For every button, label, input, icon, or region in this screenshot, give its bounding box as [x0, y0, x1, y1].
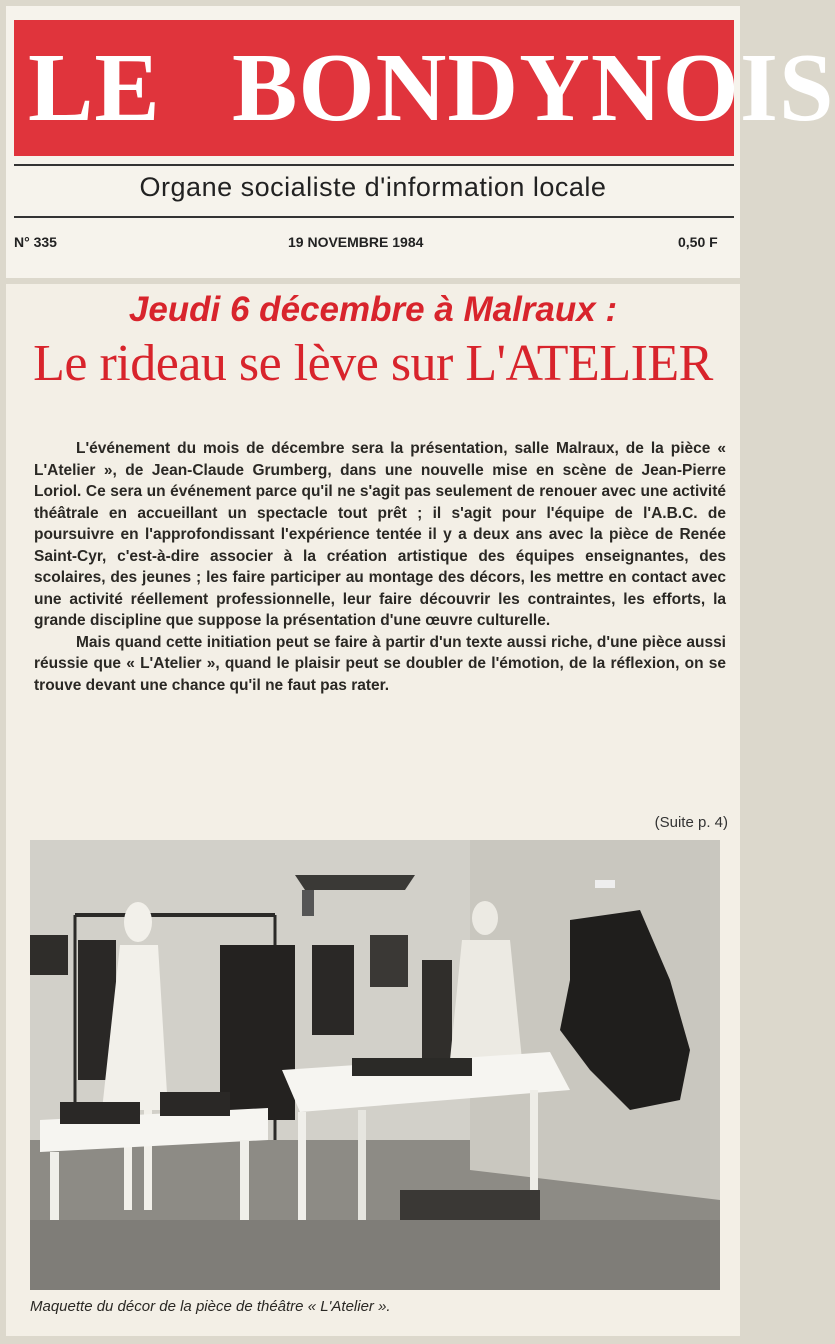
stage-set-illustration [30, 840, 720, 1290]
bottom-rule [14, 216, 734, 218]
newspaper-title-banner [14, 20, 835, 156]
article-kicker: Jeudi 6 décembre à Malraux : [128, 290, 618, 329]
issue-price: 0,50 F [678, 234, 718, 250]
issue-date: 19 NOVEMBRE 1984 [288, 234, 424, 250]
photo-caption: Maquette du décor de la pièce de théâtre « L'Atelier ». [30, 1298, 391, 1315]
continuation-note: (Suite p. 4) [654, 814, 728, 831]
issue-number: N° 335 [14, 234, 57, 250]
masthead-subtitle: Organe socialiste d'information locale [139, 172, 607, 202]
stage-set-photo [30, 840, 720, 1290]
article-paragraph: L'événement du mois de décembre sera la présentation, salle Malraux, de la pièce « L'Atelier », de Jean-Claude Grumberg, dans une nouvelle mise en scène de Jean-Pierre Loriol. Ce sera un événement parce qu'il ne s'agit pas seulement de renouer avec une activité théâtrale en accueillant un spectacle tout prêt ; il s'agit pour l'équipe de l'A.B.C. de poursuivre en l'approfondissant l'expérience tentée il y a deux ans avec la pièce de Renée Saint-Cyr, c'est-à-dire associer à la création artistique des équipes enseignantes, des scolaires, des jeunes ; les faire participer au montage des décors, les mettre en contact avec une activité réellement professionnelle, leur faire découvrir les contraintes, les efforts, la grande discipline que suppose la présentation d'une œuvre culturelle. [34, 440, 726, 629]
article-body [34, 438, 726, 696]
title-name: BONDYNOIS [232, 34, 835, 142]
masthead [6, 6, 835, 278]
top-rule [14, 164, 734, 166]
title-le: LE [28, 34, 161, 142]
article-headline: Le rideau se lève sur L'ATELIER [33, 335, 713, 392]
article-paragraph: Mais quand cette initiation peut se faire à partir d'un texte aussi riche, d'une pièce aussi réussie que « L'Atelier », quand le plaisir peut se doubler de l'émotion, de la réflexion, on se trouve devant une chance qu'il ne faut pas rater. [34, 633, 726, 694]
